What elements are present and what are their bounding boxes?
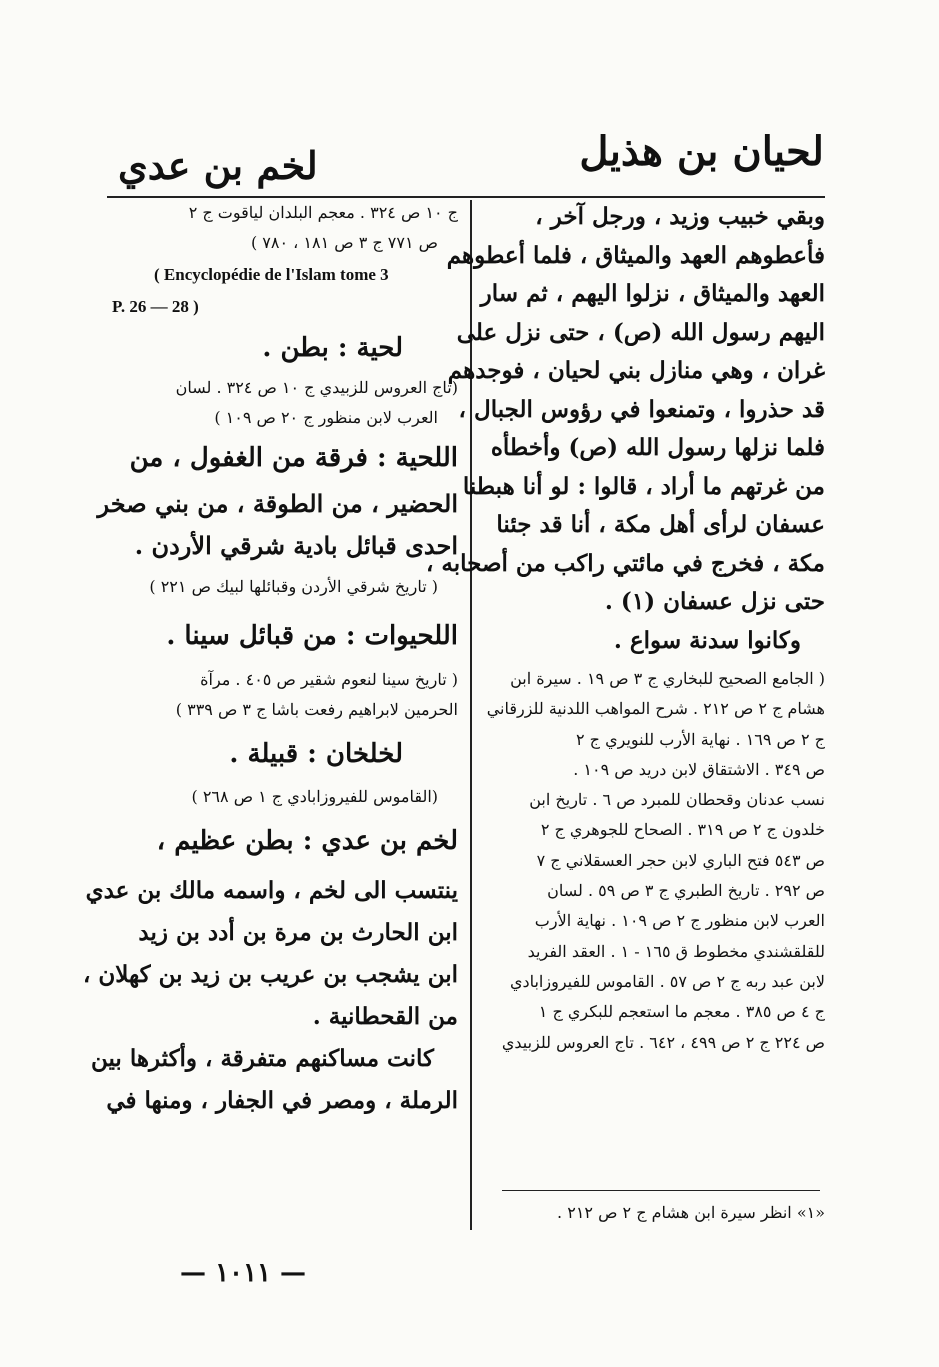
page-number: — ١٠١١ — (180, 1258, 306, 1288)
body-line: حتى نزل عسفان (١) . (604, 588, 825, 615)
reference-line: نسب عدنان وقحطان للمبرد ص ٦ . تاريخ ابن (529, 790, 825, 810)
entry-allahyawat: اللحيوات : من قبائل سينا . (166, 621, 458, 652)
reference-line: ( الجامع الصحيح للبخاري ج ٣ ص ١٩ . سيرة ابن (510, 669, 825, 688)
body-line: الرملة ، ومصر في الجفار ، ومنها في (106, 1087, 458, 1115)
body-line: الحضير ، من الطوقة ، من بني صخر (97, 489, 458, 519)
body-line: اليهم رسول الله (ص) ، حتى نزل على (456, 318, 825, 346)
entry-lihya: لحية : بطن . (262, 332, 403, 363)
reference-line: العرب لابن منظور ج ٢ ص ١٠٩ . نهاية الأرب (534, 911, 825, 931)
reference-line: ج ١٠ ص ٣٢٤ . معجم البلدان لياقوت ج ٢ (188, 203, 458, 222)
body-line: قد حذروا ، وتمنعوا في رؤوس الجبال ، (458, 395, 825, 423)
entry-allahiya: اللحية : فرقة من الغفول ، من (129, 443, 458, 474)
body-line: كانت مساكنهم متفرقة ، وأكثرها بين (90, 1045, 434, 1073)
body-line: وكانوا سدنة سواع . (613, 626, 801, 654)
body-line: من غرتهم ما أراد ، قالوا : لو أنا هبطنا (462, 472, 825, 500)
entry-lakhlakhan: لخلخان : قبيلة . (229, 738, 403, 769)
reference-line: ص ٥٤٣ فتح الباري لابن حجر العسقلاني ج ٧ (536, 850, 825, 870)
reference-line: ج ٤ ص ٣٨٥ . معجم ما استعجم للبكري ج ١ (538, 1002, 825, 1022)
reference-line: ( تاريخ سينا لنعوم شقير ص ٤٠٥ . مرآة (200, 670, 458, 690)
header-title-right: لحيان بن هذيل (579, 128, 824, 175)
body-line: من القحطانية . (312, 1003, 458, 1031)
body-line: وبقي خبيب وزيد ، ورجل آخر ، (535, 203, 825, 230)
latin-reference: P. 26 — 28 ) (112, 296, 199, 316)
footnote: «١» انظر سيرة ابن هشام ج ٢ ص ٢١٢ . (557, 1203, 825, 1222)
reference-line: ( تاريخ شرقي الأردن وقبائلها لبيك ص ٢٢١ ) (149, 577, 438, 597)
reference-line: ص ٣٤٩ . الاشتقاق لابن دريد ص ١٠٩ . (573, 759, 825, 779)
reference-line: خلدون ج ٢ ص ٣١٩ . الصحاح للجوهري ج ٢ (540, 820, 825, 840)
reference-line: هشام ج ٢ ص ٢١٢ . شرح المواهب اللدنية للزرقاني (486, 699, 825, 719)
body-line: احدى قبائل بادية شرقي الأردن . (134, 531, 458, 561)
reference-line: ج ٢ ص ١٦٩ . نهاية الأرب للنويري ج ٢ (576, 729, 825, 749)
reference-line: ص ٢٩٢ . تاريخ الطبري ج ٣ ص ٥٩ . لسان (547, 881, 825, 901)
entry-lakhm: لخم بن عدي : بطن عظيم ، (156, 826, 458, 857)
reference-line: لابن عبد ربه ج ٢ ص ٥٧ . القاموس للفيروزابادي (509, 971, 825, 991)
footnote-rule (502, 1190, 820, 1191)
reference-line: ص ٧٧١ ج ٣ ص ١٨١ ، ٧٨٠ ) (250, 233, 438, 253)
reference-line: العرب لابن منظور ج ٢٠ ص ١٠٩ ) (214, 407, 438, 427)
body-line: فلما نزلها رسول الله (ص) وأخطأه (490, 434, 825, 461)
header-title-left: لخم بن عدي (118, 143, 318, 188)
body-line: فأعطوهم العهد والميثاق ، فلما أعطوهم (446, 241, 825, 269)
body-line: العهد والميثاق ، نزلوا اليهم ، ثم سار (480, 280, 825, 307)
body-line: ينتسب الى لخم ، واسمه مالك بن عدي (85, 877, 458, 905)
reference-line: (القاموس للفيروزابادي ج ١ ص ٢٦٨ ) (191, 786, 438, 806)
reference-line: للقلقشندي مخطوط ق ١٦٥ - ١ . العقد الفريد (527, 941, 825, 961)
body-line: ابن يشجب بن عريب بن زيد بن كهلان ، (82, 961, 458, 989)
body-line: مكة ، فخرج في مائتي راكب من أصحابه ، (425, 549, 825, 577)
reference-line: ص ٢٢٤ ج ٢ ص ٤٩٩ ، ٦٤٢ . تاج العروس للزبيدي (501, 1032, 825, 1052)
body-line: ابن الحارث بن مرة بن أدد بن زيد (138, 919, 458, 947)
latin-reference: ( Encyclopédie de l'Islam tome 3 (154, 264, 389, 284)
right-column (425, 198, 825, 1058)
body-line: عسفان لرأى أهل مكة ، أنا قد جئنا (496, 511, 825, 538)
reference-line: (تاج العروس للزبيدي ج ١٠ ص ٣٢٤ . لسان (175, 377, 458, 397)
reference-line: الحرمين لابراهيم رفعت باشا ج ٣ ص ٣٣٩ ) (175, 700, 458, 720)
left-column (82, 198, 458, 1122)
body-line: غران ، وهي منازل بني لحيان ، فوجدهم (447, 357, 825, 384)
